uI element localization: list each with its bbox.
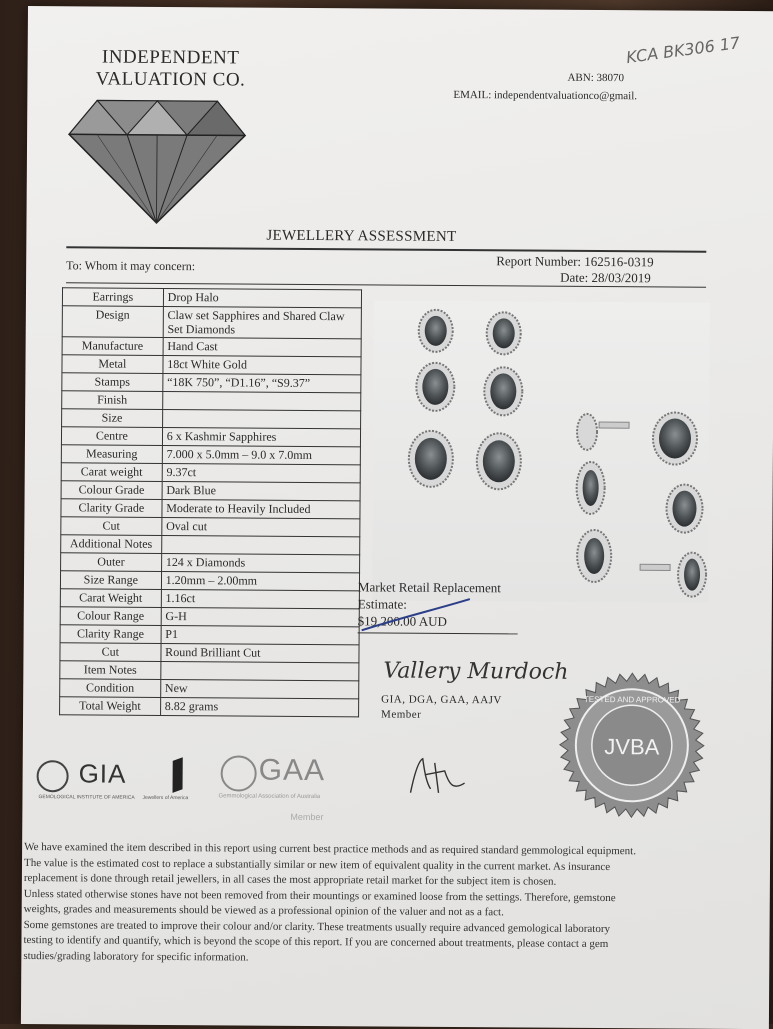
spec-row xyxy=(60,607,359,627)
spec-row xyxy=(62,373,361,393)
seal-text: JVBA xyxy=(604,734,660,760)
spec-row xyxy=(61,481,360,501)
spec-value xyxy=(161,661,359,680)
spec-key: Metal xyxy=(62,355,163,374)
spec-row xyxy=(60,643,359,663)
spec-value: 8.82 grams xyxy=(160,697,358,716)
spec-row xyxy=(61,463,360,483)
spec-row xyxy=(60,679,359,699)
spec-key: Outer xyxy=(61,553,162,572)
left-earring xyxy=(409,310,455,487)
spec-row xyxy=(61,553,360,573)
estimate-label-2: Estimate: xyxy=(357,596,407,612)
side-earring-right xyxy=(640,412,707,596)
specification-table xyxy=(59,287,362,717)
title-divider xyxy=(66,246,706,252)
disclaimer-line: The value is the estimated cost to replace a substantially similar or new item of equivalent quality in the current market. As insurance xyxy=(23,856,611,873)
gaa-logo: GAA xyxy=(258,753,326,788)
spec-value: 6 x Kashmir Sapphires xyxy=(162,427,360,446)
spec-value: Drop Halo xyxy=(163,288,361,307)
disclaimer-line: Some gemstones are treated to improve their colour and/or clarity. These treatments usually require advanced gemological laboratory xyxy=(23,918,611,935)
spec-key: Earrings xyxy=(62,288,163,307)
earrings-photo xyxy=(372,300,710,602)
handwritten-note: KCA BK306 17 xyxy=(624,33,742,68)
spec-key: Size Range xyxy=(60,571,161,590)
jewellers-subtitle: Jewellers of America xyxy=(142,794,189,802)
report-date: Date: 28/03/2019 xyxy=(560,269,651,286)
spec-value: Oval cut xyxy=(162,517,360,536)
spec-value: G-H xyxy=(161,607,359,626)
gaa-subtitle: Gemmological Association of Australia xyxy=(218,793,321,801)
spec-value: 124 x Diamonds xyxy=(161,553,359,572)
spec-value: New xyxy=(160,679,358,698)
spec-key: Carat weight xyxy=(61,463,162,482)
spec-value: 7.000 x 5.0mm – 9.0 x 7.0mm xyxy=(162,445,360,464)
spec-row xyxy=(61,535,360,555)
spec-key: Item Notes xyxy=(60,661,161,680)
second-signature xyxy=(404,753,474,801)
disclaimer-line: weights, grades and measurements should be viewed as a professional opinion of the valuer and not as a fact. xyxy=(23,902,504,919)
spec-key: Manufacture xyxy=(62,337,163,356)
gaa-seal-icon xyxy=(221,755,257,791)
right-earring xyxy=(477,312,523,489)
gia-seal-icon xyxy=(37,760,69,792)
spec-key: Size xyxy=(62,409,163,428)
spec-key: Stamps xyxy=(62,373,163,392)
spec-key: Clarity Range xyxy=(60,625,161,644)
spec-row xyxy=(60,589,359,609)
spec-key: Cut xyxy=(60,643,161,662)
spec-key: Finish xyxy=(62,391,163,410)
spec-value: “18K 750”, “D1.16”, “S9.37” xyxy=(163,373,361,392)
disclaimer-line: testing to identify and quantify, which is beyond the scope of this report. If you are concerned about treatments, please contact a gem xyxy=(23,933,609,951)
side-earring-left xyxy=(576,414,629,582)
valuer-signature: Vallery Murdoch xyxy=(383,658,569,685)
spec-row xyxy=(62,391,361,411)
spec-key: Design xyxy=(62,306,163,338)
estimate-label-1: Market Retail Replacement xyxy=(357,579,501,596)
company-line-2: VALUATION CO. xyxy=(95,68,246,91)
jvba-seal-icon xyxy=(556,670,707,821)
pen-strike-mark xyxy=(358,596,478,633)
spec-key: Colour Grade xyxy=(61,481,162,500)
gaa-member-label: Member xyxy=(290,811,324,823)
report-number: Report Number: 162516-0319 xyxy=(496,253,654,270)
member-label: Member xyxy=(381,708,422,721)
gia-logo: GIA xyxy=(78,758,127,789)
disclaimer-text xyxy=(23,840,704,969)
disclaimer-line: studies/grading laboratory for specific information. xyxy=(23,949,249,964)
spec-value: 9.37ct xyxy=(162,463,360,482)
spec-value: 1.20mm – 2.00mm xyxy=(161,571,359,590)
spec-value: Hand Cast xyxy=(163,337,361,356)
spec-key: Colour Range xyxy=(60,607,161,626)
disclaimer-line: We have examined the item described in this report using current best practice methods and as required standard gemmological equipment. xyxy=(24,840,637,858)
spec-key: Condition xyxy=(60,679,161,698)
abn-number: ABN: 38070 xyxy=(567,71,625,85)
company-name xyxy=(95,46,245,91)
earrings-illustration xyxy=(372,300,710,602)
recipient-line: To: Whom it may concern: xyxy=(66,258,196,274)
spec-row xyxy=(61,427,360,447)
company-line-1: INDEPENDENT xyxy=(101,46,240,69)
spec-value: Moderate to Heavily Included xyxy=(162,499,360,518)
estimate-value: $19,200.00 AUD xyxy=(357,613,447,629)
credentials-list: GIA, DGA, GAA, AAJV xyxy=(381,693,502,707)
spec-value: Claw set Sapphires and Shared Claw Set Diamonds xyxy=(163,306,361,338)
document-title: JEWELLERY ASSESSMENT xyxy=(266,227,457,245)
spec-key: Carat Weight xyxy=(60,589,161,608)
spec-key: Centre xyxy=(61,427,162,446)
spec-value xyxy=(162,409,360,428)
spec-row xyxy=(61,499,360,519)
disclaimer-line: Unless stated otherwise stones have not been removed from their mountings or examined loose from the settings. Therefore, gemstone xyxy=(23,887,616,904)
gia-subtitle: GEMOLOGICAL INSTITUTE OF AMERICA xyxy=(38,794,135,801)
seal-ring-text: TESTED AND APPROVED xyxy=(583,694,681,705)
email-address: EMAIL: independentvaluationco@gmail. xyxy=(453,88,638,103)
spec-row xyxy=(60,697,359,717)
spec-row xyxy=(62,337,361,357)
valuation-document xyxy=(21,6,773,1029)
jewellers-of-america-icon xyxy=(173,757,183,793)
spec-row xyxy=(60,661,359,681)
spec-row xyxy=(62,409,361,429)
valuer-credentials xyxy=(381,692,502,723)
spec-value: Dark Blue xyxy=(162,481,360,500)
diamond-logo-icon xyxy=(66,92,247,228)
spec-key: Additional Notes xyxy=(61,535,162,554)
spec-value: Round Brilliant Cut xyxy=(161,643,359,662)
disclaimer-line: replacement is done through retail jewellers, in all cases the most appropriate retail market for the subject item is chosen. xyxy=(23,871,557,888)
spec-row xyxy=(60,571,359,591)
spec-value: 1.16ct xyxy=(161,589,359,608)
spec-row xyxy=(60,625,359,645)
spec-key: Measuring xyxy=(61,445,162,464)
spec-value xyxy=(162,391,360,410)
spec-row xyxy=(61,517,360,537)
spec-value: 18ct White Gold xyxy=(163,355,361,374)
spec-value xyxy=(161,535,359,554)
spec-value: P1 xyxy=(161,625,359,644)
spec-key: Cut xyxy=(61,517,162,536)
spec-row xyxy=(62,306,361,339)
spec-key: Total Weight xyxy=(60,697,161,716)
spec-key: Clarity Grade xyxy=(61,499,162,518)
spec-row xyxy=(62,288,361,308)
estimate-underline xyxy=(358,632,518,634)
spec-row xyxy=(61,445,360,465)
spec-row xyxy=(62,355,361,375)
